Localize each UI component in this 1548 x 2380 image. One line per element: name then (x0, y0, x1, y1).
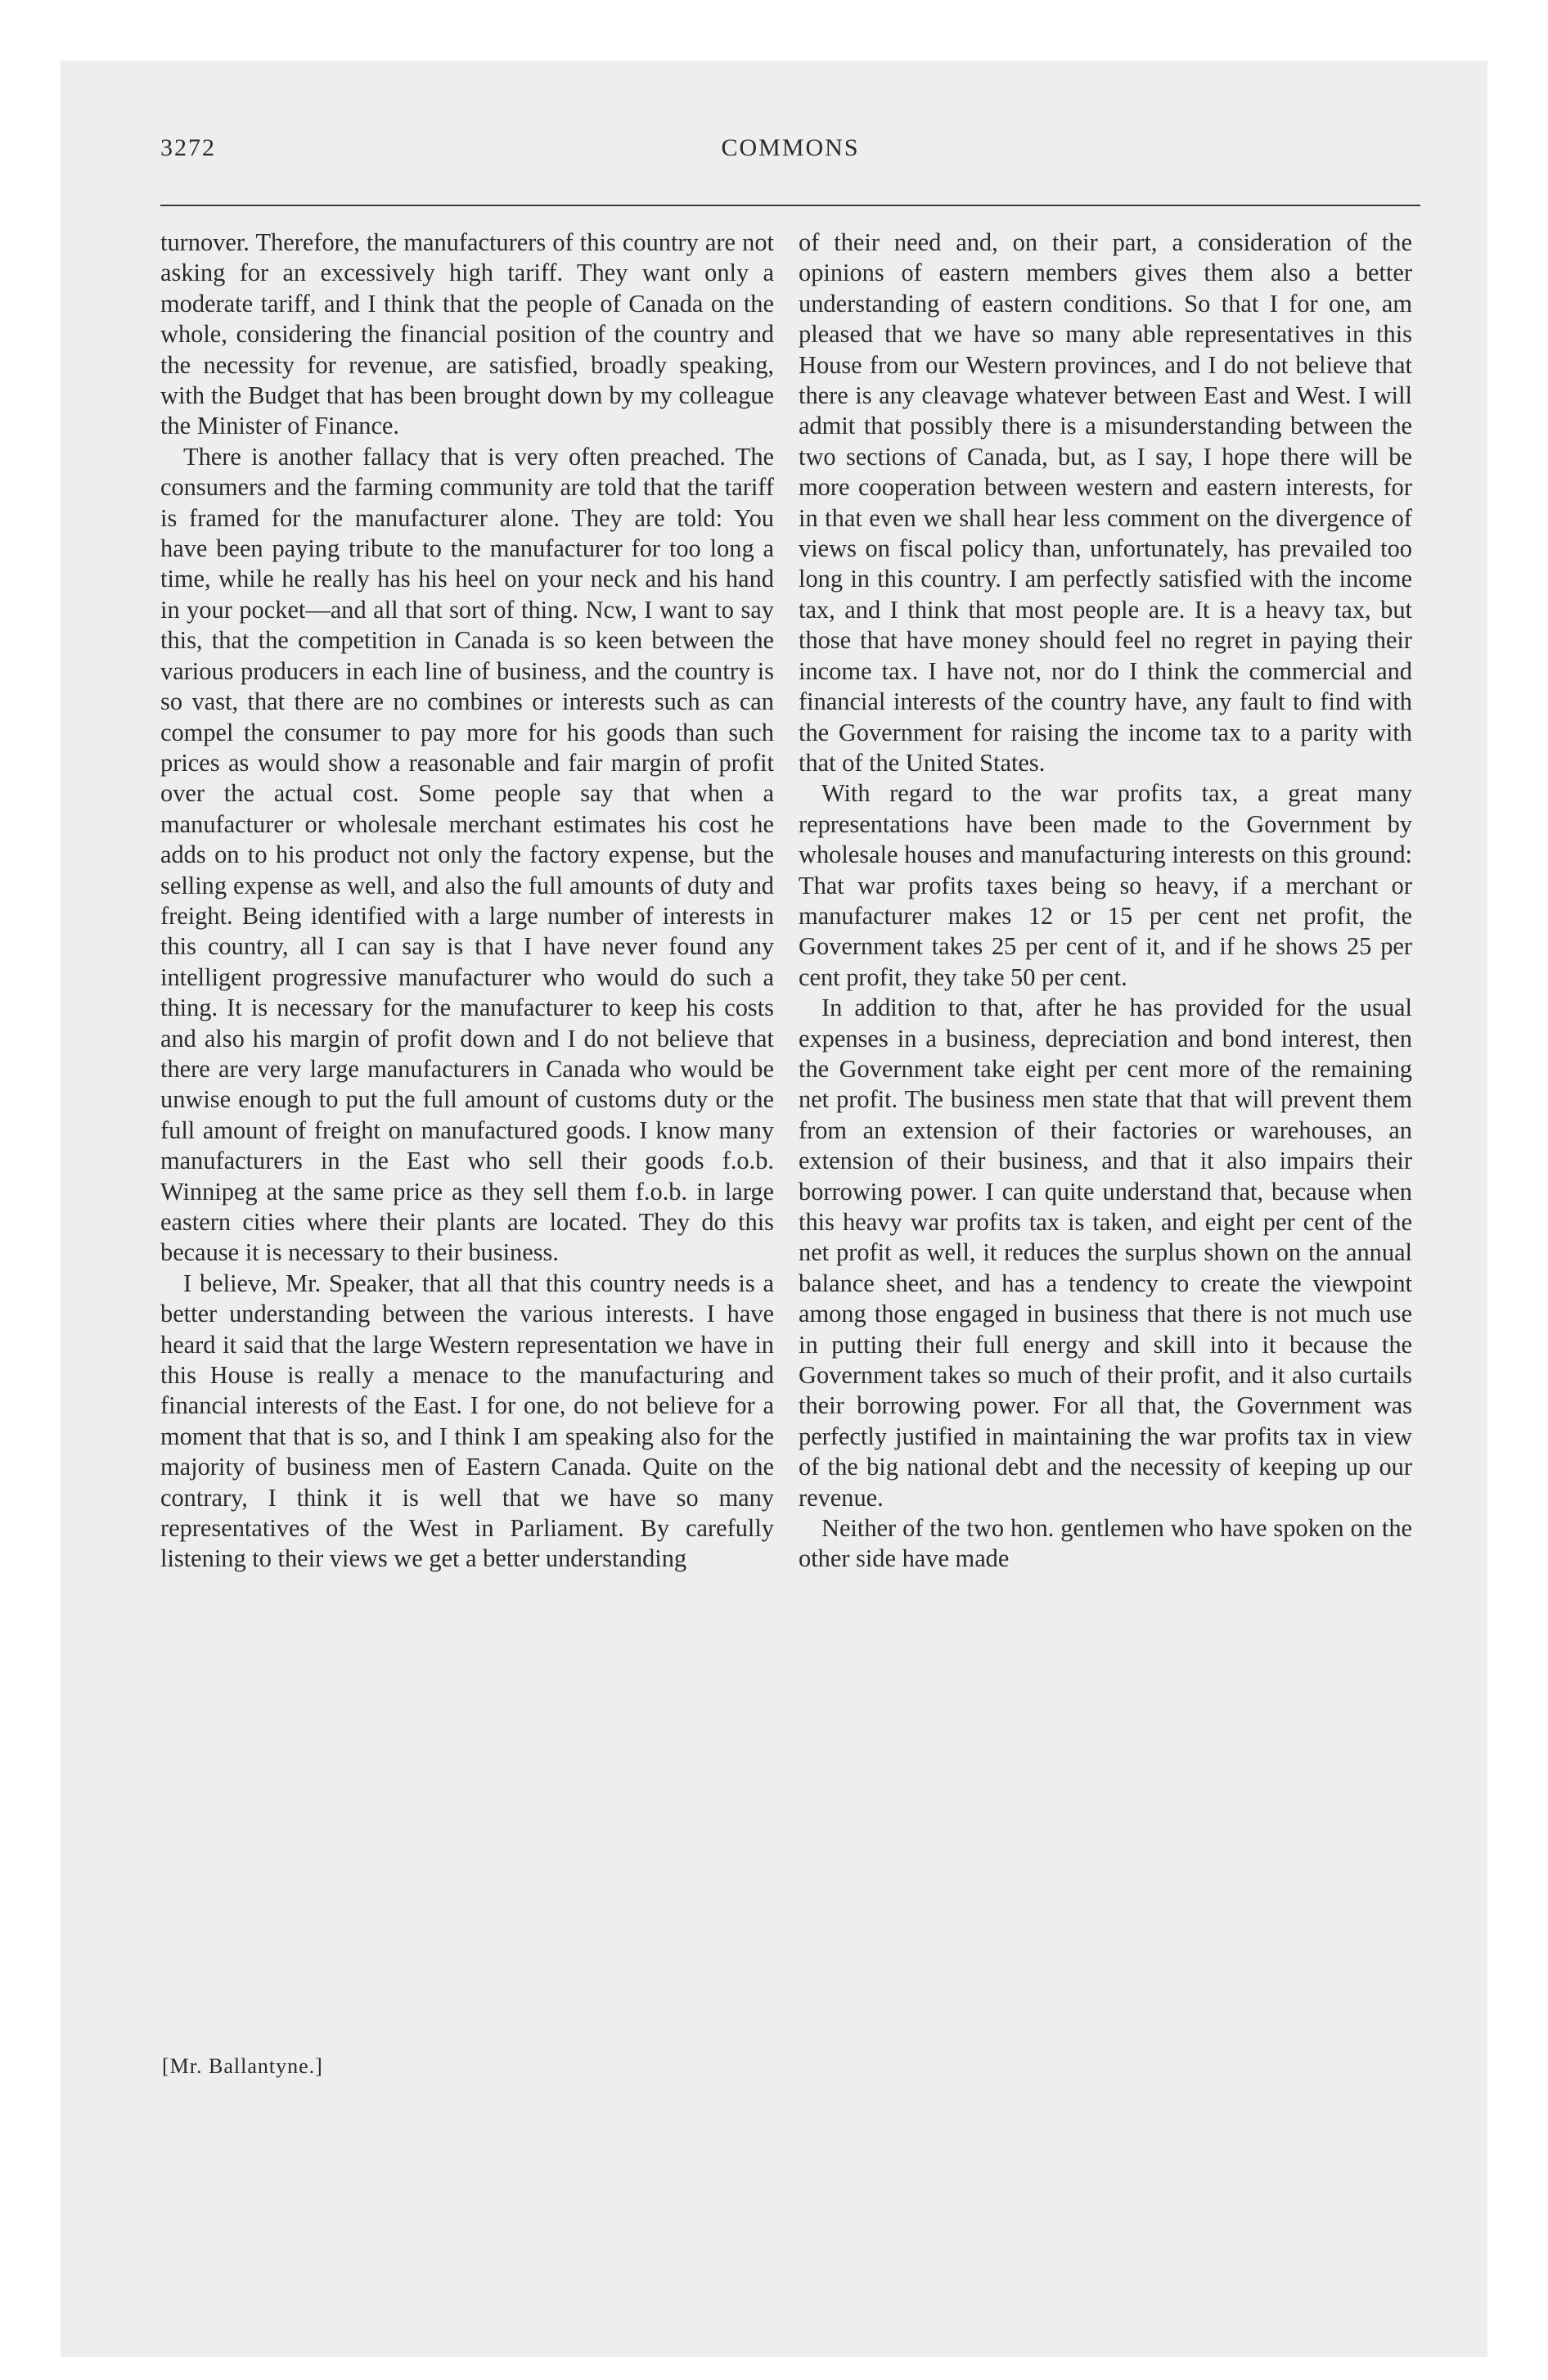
paragraph: I believe, Mr. Speaker, that all that this country needs is a better understanding between the various interests. I have heard it said that the large Western representation we have in this House is really a menace to the manufacturing and financial interests of the East. I for one, do not believe for a moment that that is so, and I think I am speaking also for the majority of business men of Eastern Canada. Quite on the contrary, I think it is well that we have so many representatives of the West in Parliament. By carefully listening to their views we get a better understanding (160, 1269, 774, 1573)
running-head: COMMONS (721, 134, 860, 161)
paragraph: turnover. Therefore, the manufacturers of this country are not asking for an excessively high tariff. They want only a moderate tariff, and I think that the people of Canada on the whole, considering the financial position of the country and the necessity for revenue, are satisfied, broadly speaking, with the Budget that has been brought down by my colleague the Minister of Finance. (160, 228, 774, 440)
speaker-attribution: [Mr. Ballantyne.] (162, 2054, 323, 2078)
hansard-page (160, 131, 1420, 2226)
right-column (799, 228, 1412, 1575)
left-column (160, 228, 774, 1575)
paragraph: Neither of the two hon. gentlemen who have spoken on the other side have made (799, 1514, 1412, 1573)
paragraph: In addition to that, after he has provided for the usual expenses in a business, depreciation and bond interest, then the Government take eight per cent more of the remaining net profit. The business men state that that will prevent them from an extension of their factories or warehouses, an extension of their business, and that it also impairs their borrowing power. I can quite understand that, because when this heavy war profits tax is taken, and eight per cent of the net profit as well, it reduces the surplus shown on the annual balance sheet, and has a tendency to create the viewpoint among those engaged in business that there is not much use in putting their full energy and skill into it because the Government takes so much of their profit, and it also curtails their borrowing power. For all that, the Government was perfectly justified in maintaining the war profits tax in view of the big national debt and the necessity of keeping up our revenue. (799, 994, 1412, 1512)
page-number: 3272 (160, 134, 216, 161)
paragraph: With regard to the war profits tax, a great many representations have been made to the Government by wholesale houses and manufacturing interests on this ground: That war profits taxes being so heavy, if a merchant or manufacturer makes 12 or 15 per cent net profit, the Government takes 25 per cent of it, and if he shows 25 per cent profit, they take 50 per cent. (799, 779, 1412, 991)
paragraph: There is another fallacy that is very often preached. The consumers and the farming community are told that the tariff is framed for the manufacturer alone. They are told: You have been paying tribute to the manufacturer for too long a time, while he really has his heel on your neck and his hand in your pocket—and all that sort of thing. Ncw, I want to say this, that the competition in Canada is so keen between the various producers in each line of business, and the country is so vast, that there are no combines or interests such as can compel the consumer to pay more for his goods than such prices as would show a reasonable and fair margin of profit over the actual cost. Some people say that when a manufacturer or wholesale merchant estimates his cost he adds on to his product not only the factory expense, but the selling expense as well, and also the full amounts of duty and freight. Being identified with a large number of interests in this country, all I can say is that I have never found any intelligent progressive manufacturer who would do such a thing. It is necessary for the manufacturer to keep his costs and also his margin of profit down and I do not believe that there are very large manufacturers in Canada who would be unwise enough to put the full amount of customs duty or the full amount of freight on manufactured goods. I know many manufacturers in the East who sell their goods f.o.b. Winnipeg at the same price as they sell them f.o.b. in large eastern cities where their plants are located. They do this because it is necessary to their business. (160, 442, 774, 1267)
paragraph: of their need and, on their part, a consideration of the opinions of eastern members gives them also a better understanding of eastern conditions. So that I for one, am pleased that we have so many able representatives in this House from our Western provinces, and I do not believe that there is any cleavage whatever between East and West. I will admit that possibly there is a misunderstanding between the two sections of Canada, but, as I say, I hope there will be more cooperation between western and eastern interests, for in that even we shall hear less comment on the divergence of views on fiscal policy than, unfortunately, has prevailed too long in this country. I am perfectly satisfied with the income tax, and I think that most people are. It is a heavy tax, but those that have money should feel no regret in paying their income tax. I have not, nor do I think the commercial and financial interests of the country have, any fault to find with the Government for raising the income tax to a parity with that of the United States. (799, 228, 1412, 777)
header-rule (160, 205, 1420, 206)
page-header (160, 131, 1420, 180)
